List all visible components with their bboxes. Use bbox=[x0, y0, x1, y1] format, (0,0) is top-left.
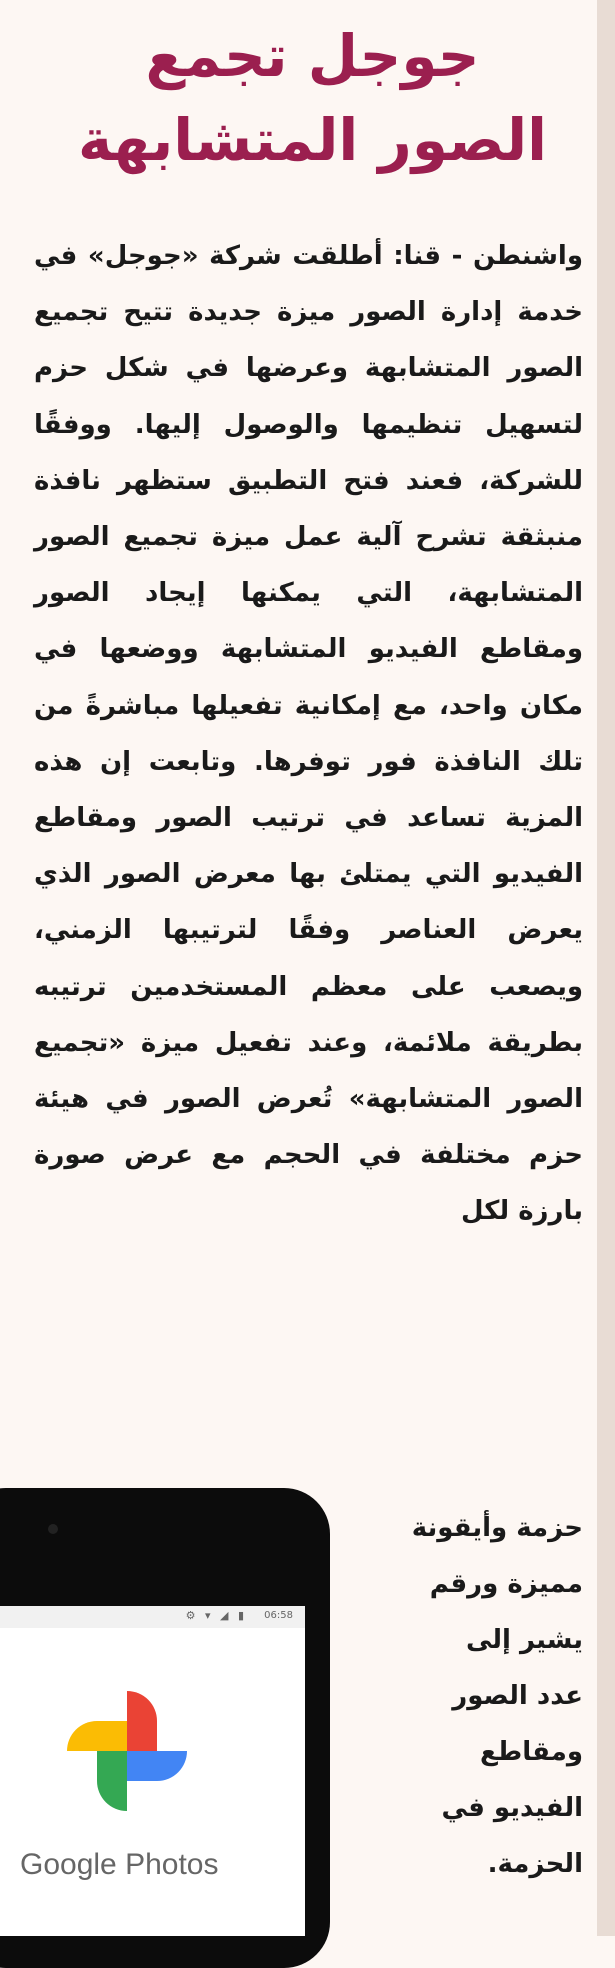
logo-petal-red bbox=[127, 1691, 157, 1751]
status-icons: ⚙ ▾ ◢ ▮ bbox=[185, 1609, 247, 1622]
wrap-line-2: مميزة ورقم bbox=[429, 1569, 583, 1599]
page-edge-band bbox=[597, 0, 615, 1936]
wrap-line-4: عدد الصور bbox=[452, 1681, 583, 1711]
wrap-line-1: حزمة وأيقونة bbox=[411, 1513, 583, 1543]
logo-petal-blue bbox=[127, 1751, 187, 1781]
phone-screen bbox=[0, 1606, 305, 1936]
wrap-line-3: يشير إلى bbox=[465, 1625, 583, 1655]
article-body: واشنطن - قنا: أطلقت شركة «جوجل» في خدمة إدارة الصور ميزة جديدة تتيح تجميع الصور المتشابهة وعرضها في شكل حزم لتسهيل تنظيمها والوصول إليها. ووفقًا للشركة، فعند فتح التطبيق ستظهر نافذة منبثقة تشرح آلية عمل ميزة تجميع الصور المتشابهة، التي يمكنها إيجاد الصور ومقاطع الفيديو المتشابهة ووضعها في مكان واحد، مع إمكانية تفعيلها مباشرةً من تلك النافذة فور توفرها. وتابعت إن هذه المزية تساعد في ترتيب الصور ومقاطع الفيديو التي يمتلئ بها معرض الصور الذي يعرض العناصر وفقًا لترتيبها الزمني، ويصعب على معظم المستخدمين ترتيبه بطريقة ملائمة، وعند تفعيل ميزة «تجميع الصور المتشابهة» تُعرض الصور في هيئة حزم مختلفة في الحجم مع عرض صورة بارزة لكل bbox=[34, 241, 583, 1227]
status-time: 06:58 bbox=[264, 1610, 293, 1621]
status-bar bbox=[0, 1606, 305, 1628]
google-photos-logo-icon bbox=[62, 1686, 192, 1816]
wrap-line-5: ومقاطع bbox=[480, 1737, 583, 1767]
headline-line-2: الصور المتشابهة bbox=[77, 106, 547, 174]
phone-camera-dot bbox=[48, 1524, 58, 1534]
app-name-label: Google Photos bbox=[20, 1848, 219, 1881]
wrap-line-6: الفيديو في bbox=[441, 1793, 583, 1823]
logo-petal-green bbox=[97, 1751, 127, 1811]
wrap-line-7: الحزمة. bbox=[487, 1849, 583, 1879]
logo-petal-yellow bbox=[67, 1721, 127, 1751]
article-headline bbox=[40, 14, 585, 182]
headline-line-1: جوجل تجمع bbox=[145, 22, 480, 90]
